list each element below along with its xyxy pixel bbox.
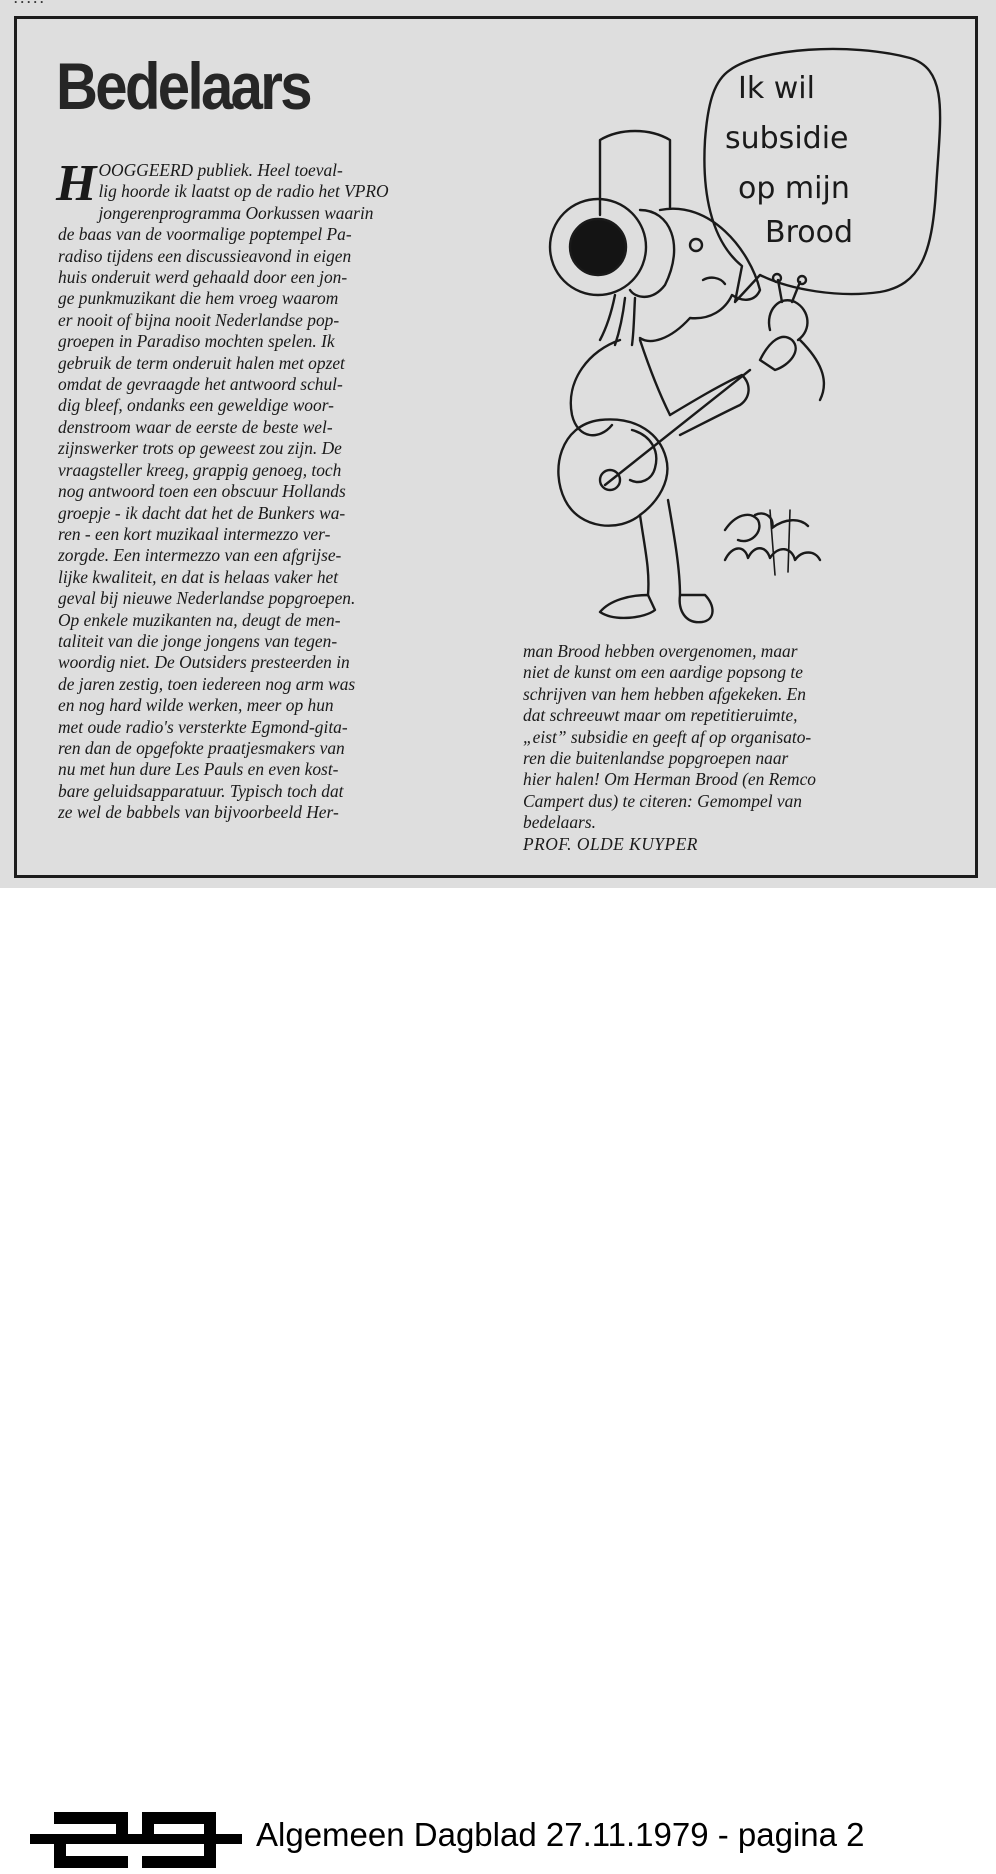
right-line-5: „eist” subsidie en geeft af op organisato- [523,726,812,747]
left-line-27: met oude radio's versterkte Egmond-gita- [58,716,348,737]
left-line-6: huis onderuit werd gehaald door een jon- [58,267,348,288]
left-line-20: lijke kwaliteit, en dat is helaas vaker het [58,566,339,587]
right-line-6: ren die buitenlandse popgroepen naar [523,748,789,769]
left-line-4: de baas van de voormalige poptempel Pa- [58,224,352,245]
left-line-23: taliteit van die jonge jongens van tegen- [58,630,338,651]
left-line-18: ren - een kort muzikaal intermezzo ver- [58,523,331,544]
archive-footer [0,888,996,1853]
right-line-2: niet de kunst om een aardige popsong te [523,662,803,683]
left-line-28: ren dan de opgefokte praatjesmakers van [58,737,345,758]
dropcap: H [56,155,97,212]
article-left-column [56,155,486,824]
left-line-1: OOGGEERD publiek. Heel toeval- [98,160,343,180]
bubble-line-2: subsidie [725,121,849,156]
guitar [558,419,667,525]
newspaper-clipping [0,0,996,888]
right-line-7: hier halen! Om Herman Brood (en Remco [523,769,816,790]
left-line-3: jongerenprogramma Oorkussen waarin [98,202,374,223]
ad-logo [30,1806,242,1874]
left-line-25: de jaren zestig, toen iedereen nog arm was [58,673,356,694]
left-line-9: groepen in Paradiso mochten spelen. Ik [58,331,335,352]
left-line-5: radiso tijdens een discussieavond in eigen [58,245,352,266]
right-line-4: dat schreeuwt maar om repetitieruimte, [523,705,798,726]
left-line-26: en nog hard wilde werken, meer op hun [58,695,334,716]
headline: Bedelaars [56,49,310,123]
left-line-8: er nooit of bijna nooit Nederlandse pop- [58,309,340,330]
left-line-12: dig bleef, ondanks een geweldige woor- [58,395,334,416]
right-line-3: schrijven van hem hebben afgekeken. En [523,683,806,704]
left-line-15: vraagsteller kreeg, grappig genoeg, toch [58,459,342,480]
footer-caption: Algemeen Dagblad 27.11.1979 - pagina 2 [256,1816,865,1853]
left-line-22: Op enkele muzikanten na, deugt de men- [58,609,341,630]
left-line-31: ze wel de babbels van bijvoorbeeld Her- [58,802,339,823]
left-line-16: nog antwoord toen een obscuur Hollands [58,481,346,502]
left-column-lines [56,155,486,824]
left-line-29: nu met hun dure Les Pauls en even kost- [58,759,339,780]
legs [640,500,680,595]
right-line-8: Campert dus) te citeren: Gemompel van [523,790,802,811]
left-line-17: groepje - ik dacht dat het de Bunkers wa- [58,502,346,523]
arm [670,375,749,435]
head [640,209,760,341]
signature-drawing [725,510,820,575]
left-line-10: gebruik de term onderuit halen met opzet [58,352,345,373]
cropped-header-fragment: · · · · · [14,0,44,9]
left-line-19: zorgde. Een intermezzo van een afgrijse- [58,545,342,566]
right-column-lines [523,641,961,834]
left-line-14: zijnswerker trots op geweest zou zijn. De [58,438,342,459]
right-line-1: man Brood hebben overgenomen, maar [523,641,798,661]
left-line-13: denstroom waar de eerste de beste wel- [58,416,333,437]
article-right-column [523,641,961,855]
byline: PROF. OLDE KUYPER [523,833,698,854]
left-line-7: ge punkmuzikant die hem vroeg waarom [58,288,339,309]
bubble-line-4: Brood [765,215,854,250]
right-line-9: bedelaars. [523,812,596,833]
cartoon-illustration [520,40,960,640]
bubble-line-3: op mijn [738,171,850,206]
headphone-band [600,131,670,215]
left-line-2: lig hoorde ik laatst op de radio het VPRO [98,181,389,202]
left-line-21: geval bij nieuwe Nederlandse popgroepen. [58,588,356,609]
left-line-30: bare geluidsapparatuur. Typisch toch dat [58,780,344,801]
bubble-line-1: Ik wil [738,71,815,106]
left-line-11: omdat de gevraagde het antwoord schul- [58,374,343,395]
left-line-24: woordig niet. De Outsiders presteerden in [58,652,350,673]
